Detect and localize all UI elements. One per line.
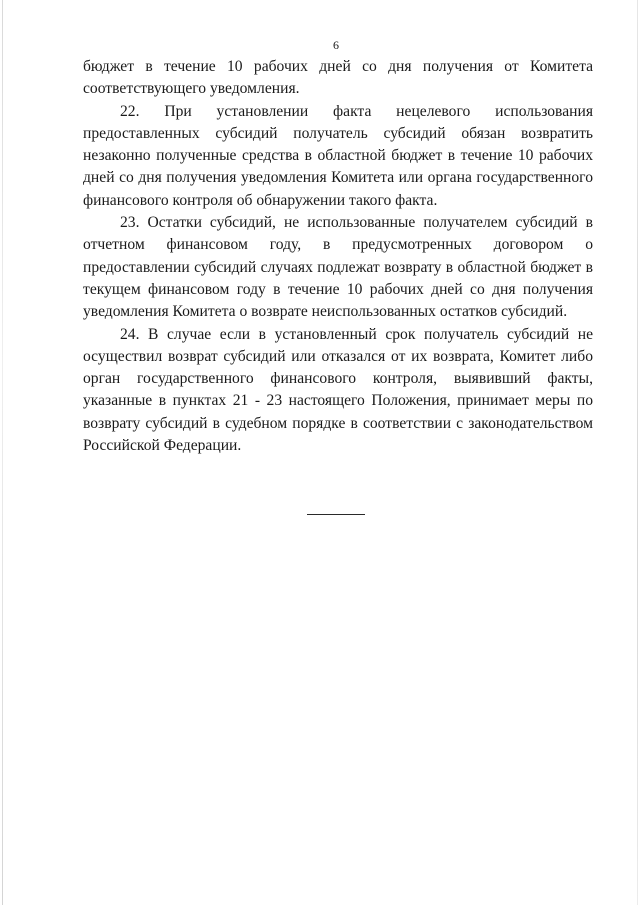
scan-edge-right (637, 0, 638, 905)
paragraph-continuation: бюджет в течение 10 рабочих дней со дня получения от Комитета соответствующего уведомления. (83, 58, 593, 98)
paragraph-22: 22. При установлении факта нецелевого использования предоставленных субсидий получатель субсидий обязан возвратить незаконно полученные средства в областной бюджет в течение 10 рабочих дней со дня получения уведомления Комитета или органа государственного финансового контроля об обнаружении такого факта. (83, 102, 593, 209)
document-body (83, 56, 593, 457)
scan-edge-left (2, 0, 3, 905)
page-number: 6 (333, 38, 339, 52)
paragraph-24: 24. В случае если в установленный срок получатель субсидий не осуществил возврат субсидий или отказался от их возврата, Комитет либо орган государственного финансового контроля, выявивший факты, указанные в пунктах 21 - 23 настоящего Положения, принимает меры по возврату субсидий в судебном порядке в соответствии с законодательством Российской Федерации. (83, 325, 593, 455)
end-separator-line (307, 514, 365, 515)
paragraph-23: 23. Остатки субсидий, не использованные получателем субсидий в отчетном финансовом году, в предусмотренных договором о предоставлении субсидий случаях подлежат возврату в областной бюджет в текущем финансовом году в течение 10 рабочих дней со дня получения уведомления Комитета о возврате неиспользованных остатков субсидий. (83, 214, 593, 321)
